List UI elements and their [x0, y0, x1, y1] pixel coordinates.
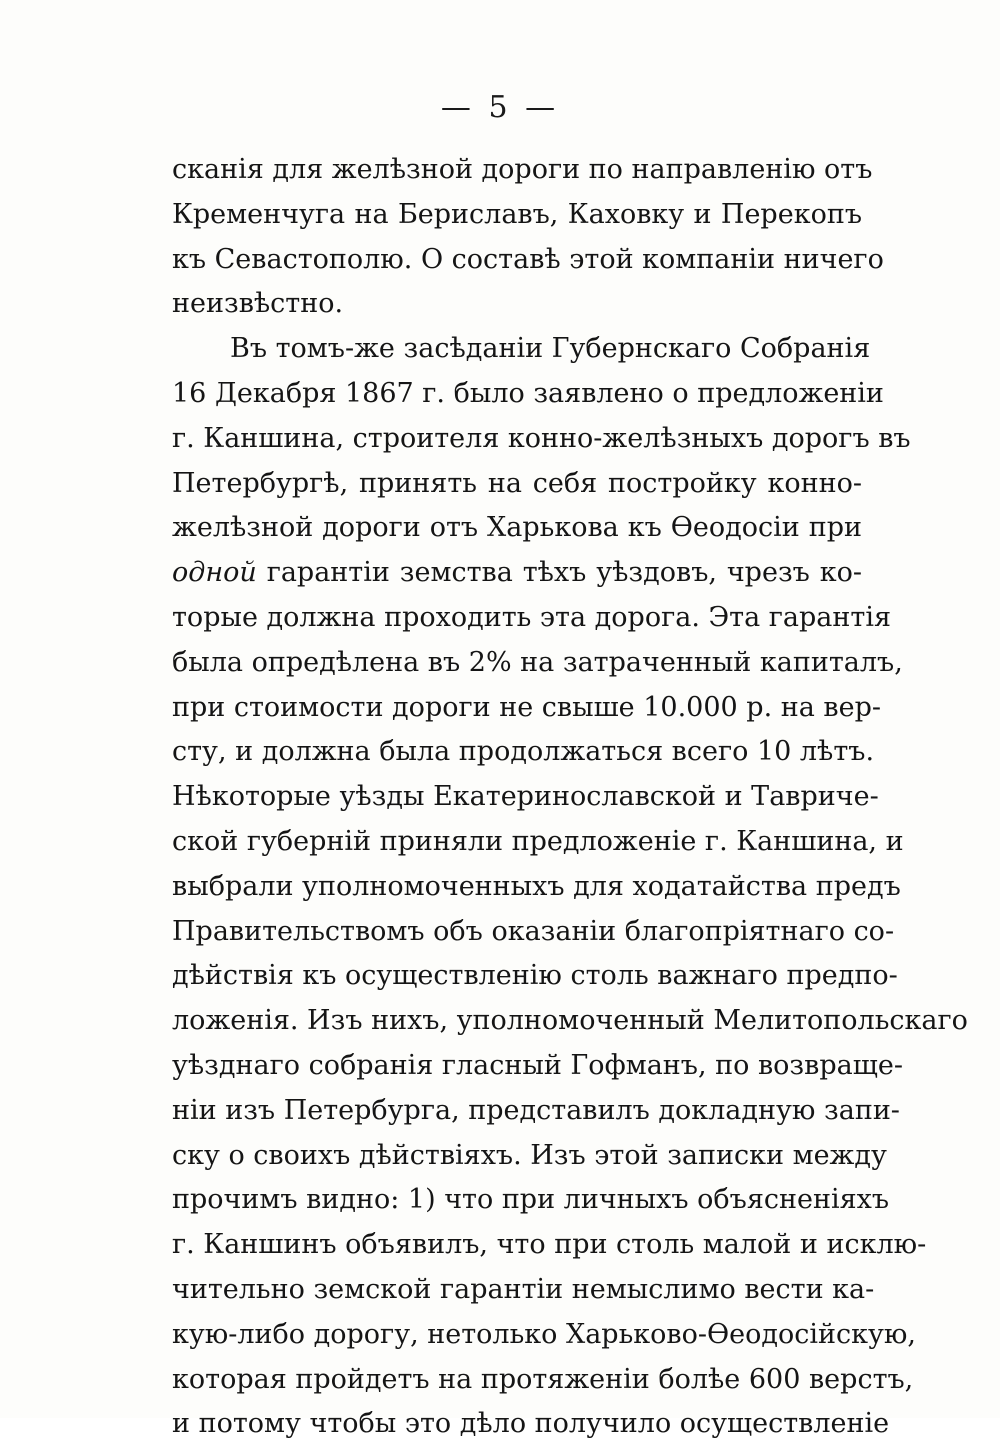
text-line: Нѣкоторые уѣзды Екатеринославской и Тавриче-: [172, 781, 879, 813]
text-line: Правительствомъ объ оказаніи благопріятнаго со-: [172, 915, 895, 947]
text-line: желѣзной дороги отъ Харькова къ Ѳеодосіи при: [172, 512, 862, 544]
text-line-rest: гарантіи земства тѣхъ уѣздовъ, чрезъ ко-: [266, 557, 862, 589]
text-line: неизвѣстно.: [172, 288, 344, 320]
text-line: выбрали уполномоченныхъ для ходатайства предъ: [172, 870, 901, 902]
text-line: ску о своихъ дѣйствіяхъ. Изъ этой записки между: [172, 1139, 887, 1171]
text-line: г. Каншина, строителя конно-желѣзныхъ дорогъ въ: [172, 422, 911, 454]
text-line-with-italic: [172, 551, 862, 596]
text-line: была опредѣлена въ 2% на затраченный капиталъ,: [172, 646, 903, 678]
text-line: чительно земской гарантіи немыслимо вести ка-: [172, 1273, 875, 1305]
text-line: къ Севастополю. О составѣ этой компаніи ничего: [172, 243, 884, 275]
text-line: Въ томъ-же засѣданіи Губернскаго Собранія: [230, 333, 871, 365]
text-line: сту, и должна была продолжаться всего 10 лѣтъ.: [172, 736, 875, 768]
text-line: ніи изъ Петербурга, представилъ докладную запи-: [172, 1094, 900, 1126]
text-line: торые должна проходить эта дорога. Эта гарантія: [172, 601, 891, 633]
text-line: сканія для желѣзной дороги по направленію отъ: [172, 154, 873, 185]
text-line: г. Каншинъ объявилъ, что при столь малой и исклю-: [172, 1229, 927, 1261]
text-line: ской губерній приняли предложеніе г. Каншина, и: [172, 825, 904, 857]
text-line: прочимъ видно: 1) что при личныхъ объясненіяхъ: [172, 1184, 890, 1216]
text-line: Кременчуга на Бериславъ, Каховку и Перекопъ: [172, 198, 862, 230]
text-line: кую-либо дорогу, нетолько Харьково-Ѳеодосійскую,: [172, 1318, 916, 1350]
text-line: Петербургѣ, принять на себя постройку конно-: [172, 467, 862, 499]
text-line: 16 Декабря 1867 г. было заявлено о предложеніи: [172, 377, 884, 409]
text-line: которая пройдетъ на протяженіи болѣе 600 верстъ,: [172, 1363, 914, 1395]
text-body: [172, 148, 968, 1447]
text-line: ложенія. Изъ нихъ, уполномоченный Мелитопольскаго: [172, 1005, 968, 1037]
text-line: уѣзднаго собранія гласный Гофманъ, по возвраще-: [172, 1049, 903, 1081]
text-line: и потому чтобы это дѣло получило осуществленіе: [172, 1408, 890, 1440]
text-line: дѣйствія къ осуществленію столь важнаго предпо-: [172, 960, 898, 992]
italic-word: одной: [172, 557, 257, 589]
page-number: — 5 —: [440, 90, 560, 125]
text-line: при стоимости дороги не свыше 10.000 р. на вер-: [172, 691, 882, 723]
